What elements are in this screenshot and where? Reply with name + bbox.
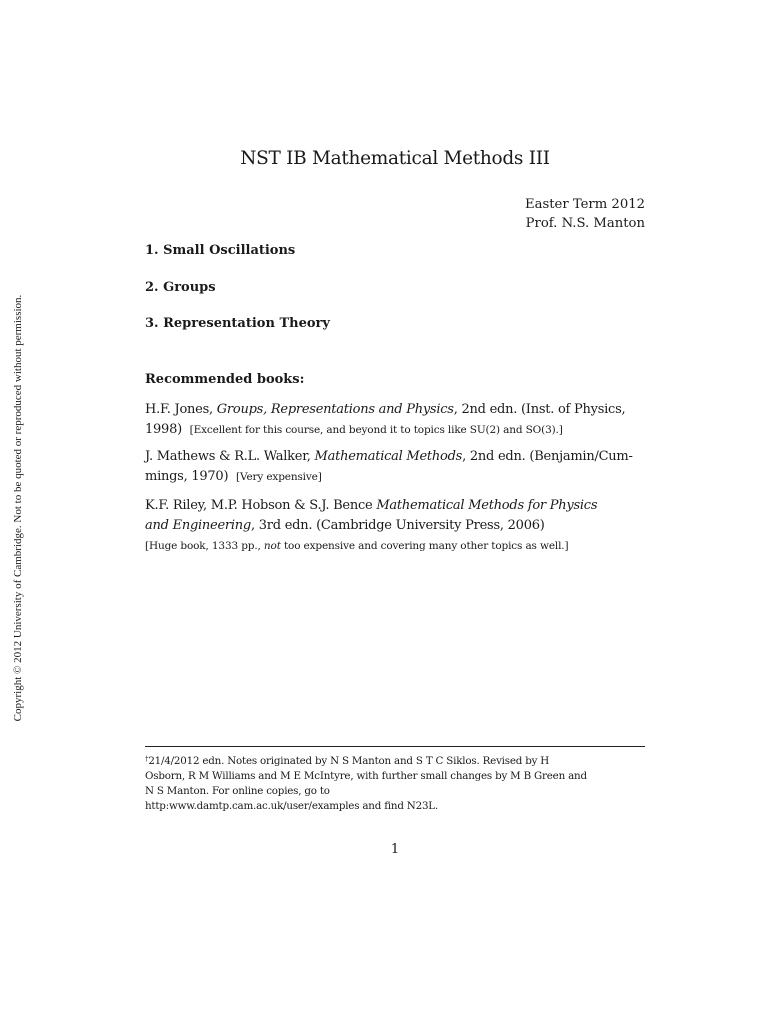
book-2-title: Mathematical Methods	[314, 449, 463, 464]
footnote-line-1	[145, 754, 647, 769]
copyright-text: Copyright © 2012 University of Cambridge. Not to be quoted or reproduced without permission.	[12, 294, 24, 722]
author-label: Prof. N.S. Manton	[525, 216, 645, 231]
footnote-line-2: Osborn, R M Williams and M E McIntyre, with further small changes by M B Green and	[145, 770, 587, 782]
recommended-books-heading: Recommended books:	[145, 372, 305, 387]
book-3-title-cont: and Engineering	[145, 518, 251, 533]
book-3-note-emphasis: not	[263, 540, 281, 552]
book-1-title: Groups, Representations and Physics	[216, 402, 454, 417]
book-1-authors: H.F. Jones,	[145, 402, 217, 417]
section-item-1: 1. Small Oscillations	[145, 243, 296, 258]
book-3-line2	[145, 516, 647, 536]
footnote-marker: †	[145, 755, 149, 763]
book-2-note: [Very expensive]	[236, 471, 322, 483]
book-entry-1	[145, 400, 647, 440]
book-entry-2	[145, 447, 647, 487]
book-2-year: mings, 1970)	[145, 469, 229, 484]
section-item-2: 2. Groups	[145, 280, 216, 295]
book-3-note-b: too expensive and covering many other topics as well.]	[280, 540, 569, 552]
copyright-side-note	[10, 286, 26, 730]
section-item-3: 3. Representation Theory	[145, 316, 330, 331]
footnote-line-4: http:www.damtp.cam.ac.uk/user/examples and find N23L.	[145, 800, 439, 812]
document-title: NST IB Mathematical Methods III	[240, 148, 550, 169]
term-label: Easter Term 2012	[525, 197, 645, 212]
book-3-note-a: [Huge book, 1333 pp.,	[145, 540, 264, 552]
book-3-authors: K.F. Riley, M.P. Hobson & S.J. Bence	[145, 498, 377, 513]
book-3-title: Mathematical Methods for Physics	[376, 498, 598, 513]
book-1-line2	[145, 420, 647, 440]
book-1-year: 1998)	[145, 422, 182, 437]
term-info	[525, 195, 645, 233]
footnote-divider	[145, 746, 645, 747]
book-2-line2	[145, 467, 647, 487]
book-1-note: [Excellent for this course, and beyond it to topics like SU(2) and SO(3).]	[189, 424, 563, 436]
book-3-note	[145, 536, 647, 556]
footnote	[145, 754, 647, 814]
book-2-authors: J. Mathews & R.L. Walker,	[145, 449, 315, 464]
book-3-details: , 3rd edn. (Cambridge University Press, 2006)	[251, 518, 545, 533]
page-number: 1	[390, 842, 400, 857]
book-entry-3	[145, 496, 647, 556]
book-2-details: , 2nd edn. (Benjamin/Cum-	[462, 449, 633, 464]
footnote-line-3: N S Manton. For online copies, go to	[145, 785, 330, 797]
book-1-details: , 2nd edn. (Inst. of Physics,	[453, 402, 626, 417]
footnote-text-1: 21/4/2012 edn. Notes originated by N S Manton and S T C Siklos. Revised by H	[148, 755, 550, 767]
